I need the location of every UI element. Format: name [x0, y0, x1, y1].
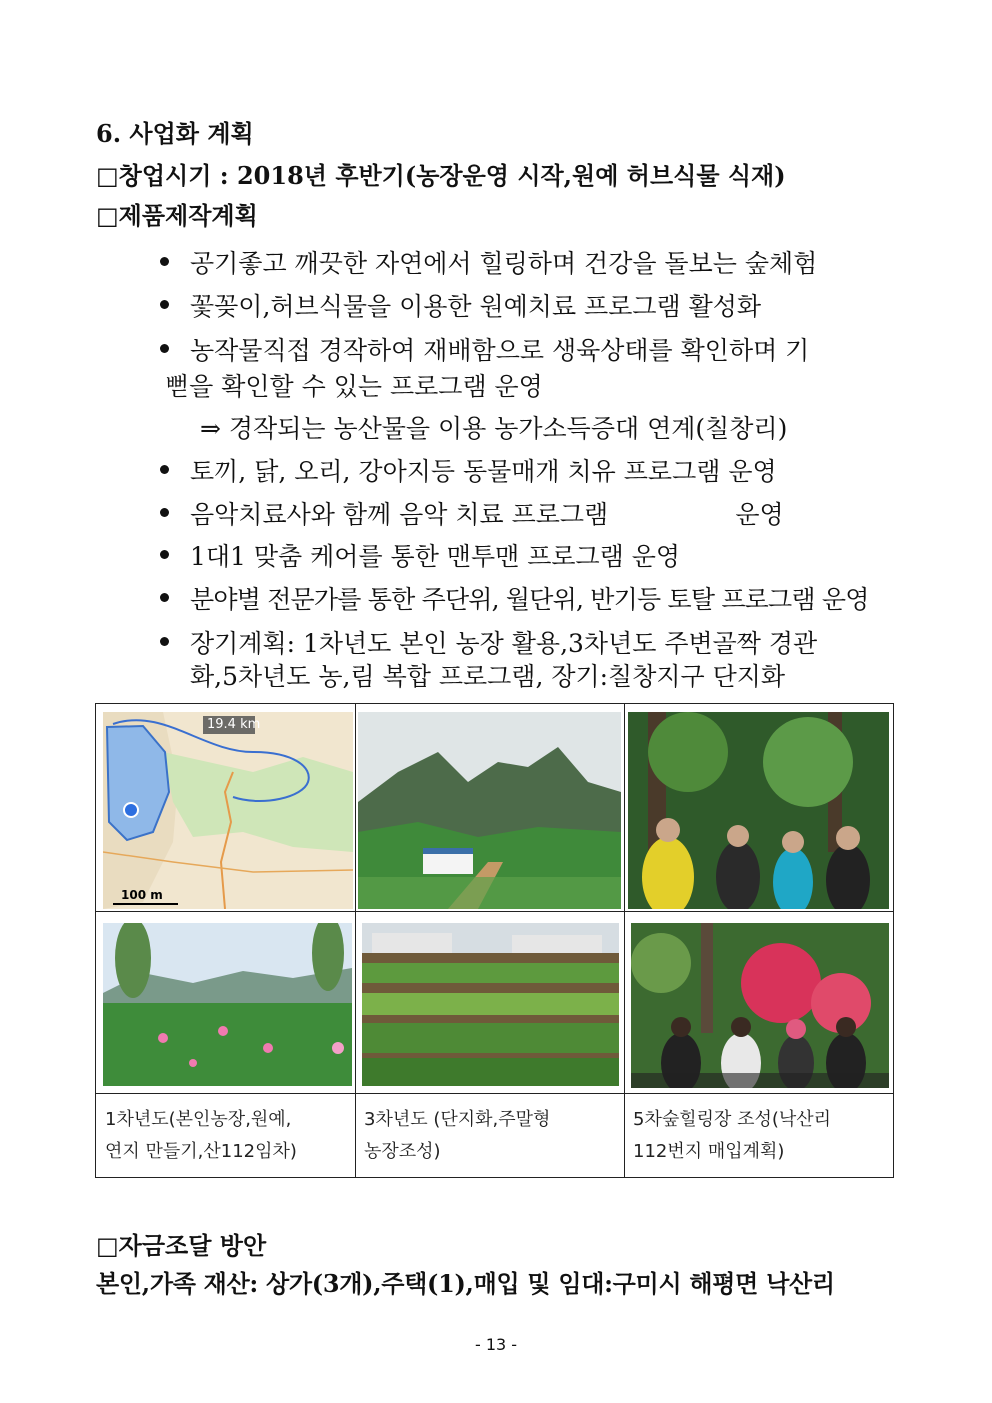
bullet-icon [160, 550, 169, 559]
mountain-farm-photo [358, 712, 621, 909]
caption-year1: 1차년도(본인농장,원예, 연지 만들기,산112임차) [105, 1109, 297, 1162]
result-arrow-line: ⇒ 경작되는 농산물을 이용 농가소득증대 연계(칠창리) [200, 414, 788, 443]
bullet-icon [160, 344, 169, 353]
funding-heading: □자금조달 방안 [96, 1231, 267, 1260]
caption-year5: 5차숲힐링장 조성(낙산리 112번지 매입계획) [633, 1109, 832, 1162]
map-distance-label: 19.4 km [207, 717, 261, 732]
bullet-icon [160, 300, 169, 309]
photo-table [95, 703, 894, 1178]
bullet-icon [160, 593, 169, 602]
startup-timing: □창업시기 : 2018년 후반기(농장운영 시작,원예 허브식물 식재) [96, 161, 786, 190]
product-plan-heading: □제품제작계획 [96, 201, 258, 230]
section-heading: 6. 사업화 계획 [96, 119, 254, 148]
lotus-pond-photo [103, 923, 352, 1086]
bullet-icon [160, 465, 169, 474]
bullet-icon [160, 637, 169, 646]
list-item-continuation: 화,5차년도 농,림 복합 프로그램, 장기:칠창지구 단지화 [190, 662, 786, 691]
forest-experience-photo [628, 712, 889, 909]
azalea-forest-photo [631, 923, 889, 1088]
caption-year3: 3차년도 (단지화,주말형 농장조성) [364, 1109, 551, 1162]
bullet-icon [160, 508, 169, 517]
page-number: - 13 - [474, 1335, 518, 1354]
map-scale-label: 100 m [121, 888, 163, 902]
list-item-continuation: 뻗을 확인할 수 있는 프로그램 운영 [165, 372, 543, 401]
farm-map-image [103, 712, 353, 909]
vegetable-garden-photo [362, 923, 619, 1086]
bullet-icon [160, 257, 169, 266]
funding-text: 본인,가족 재산: 상가(3개),주택(1),매입 및 임대:구미시 해평면 낙산리 [96, 1269, 835, 1298]
